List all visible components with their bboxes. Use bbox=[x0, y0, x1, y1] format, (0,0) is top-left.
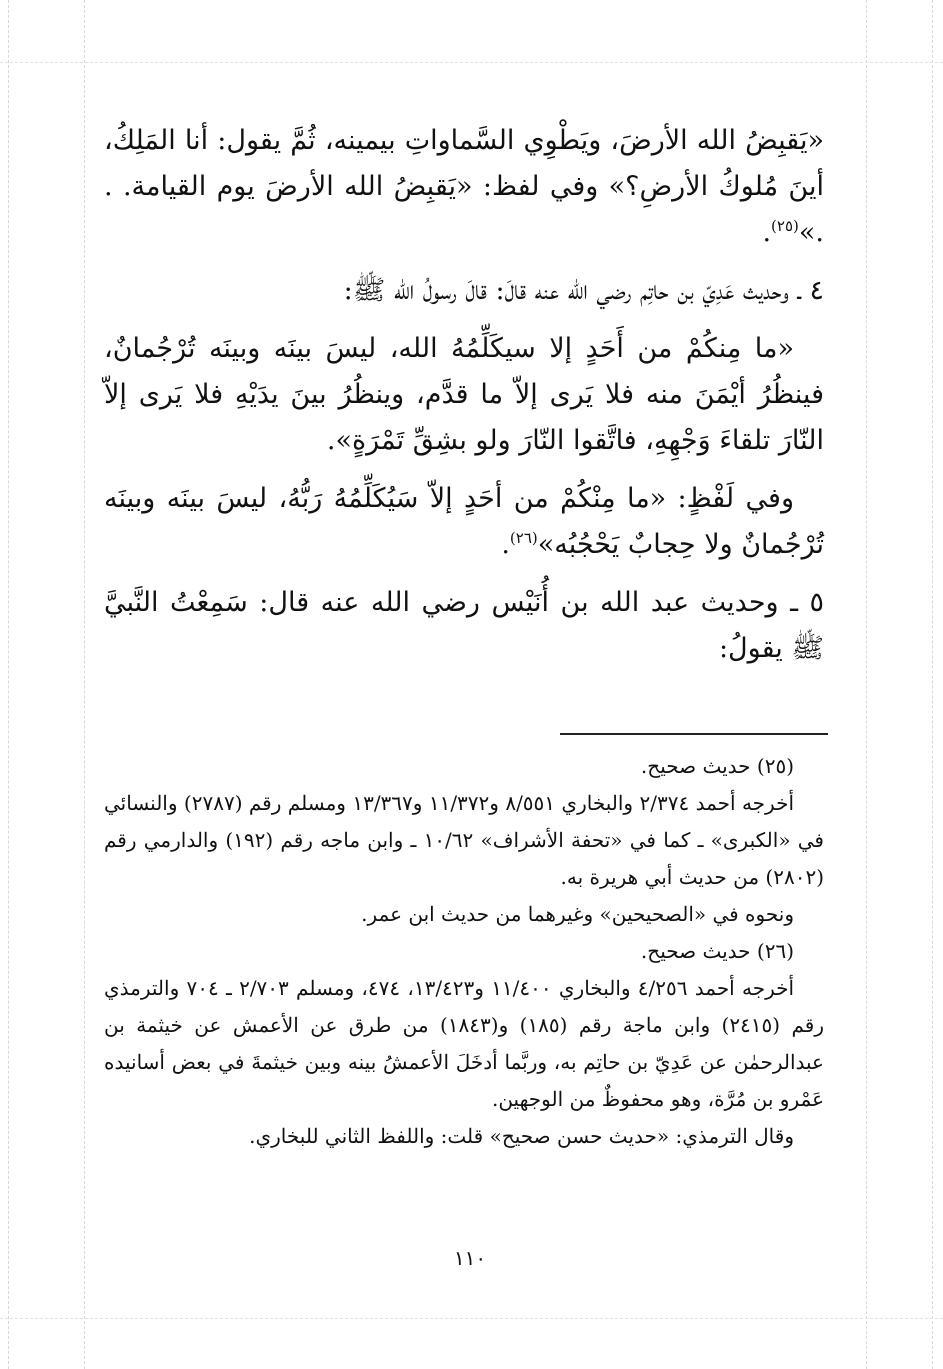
scan-guide-line bbox=[932, 0, 933, 1369]
footnote-divider bbox=[560, 733, 828, 735]
main-text bbox=[104, 118, 824, 684]
footnote-25-heading: (٢٥) حديث صحيح. bbox=[640, 754, 794, 778]
footnote-25-note: ونحوه في «الصحيحين» وغيرهما من حديث ابن عمر. bbox=[361, 902, 794, 926]
footnote-26-heading: (٢٦) حديث صحيح. bbox=[640, 939, 794, 963]
scan-guide-line bbox=[866, 0, 867, 1369]
paragraph-hadith-quote: «يَقبِضُ الله الأرضَ، ويَطْوِي السَّماواتِ بيمينه، ثُمَّ يقول: أنا المَلِكُ، أينَ مُلوكُ الأرضِ؟» وفي لفظ: «يَقبِضُ الله الأرضَ يوم القيامة. . .»$^{(٢٥)}$. bbox=[104, 125, 824, 248]
footnote-ref: (٢٥) bbox=[771, 217, 799, 235]
footnote-26-note: وقال الترمذي: «حديث حسن صحيح» قلت: واللفظ الثاني للبخاري. bbox=[249, 1124, 794, 1148]
scan-guide-line bbox=[8, 0, 9, 1369]
paragraph-alt-wording: وفي لَفْظٍ: «ما مِنْكُمْ من أحَدٍ إلاّ سَيُكَلِّمُهُ رَبُّهُ، ليسَ بينَه وبينَه تُرْجُمانٌ ولا حِجابٌ يَحْجُبُه»$^{(٢٦)}$. bbox=[104, 483, 824, 560]
footnote-25-body: أخرجه أحمد ٢/٣٧٤ والبخاري ٨/٥٥١ و١١/٣٧٢ و١٣/٣٦٧ ومسلم رقم (٢٧٨٧) والنسائي في «الكبرى» ـ كما في «تحفة الأشراف» ١٠/٦٢ ـ وابن ماجه رقم (١٩٢) والدارمي رقم (٢٨٠٢) من حديث أبي هريرة به. bbox=[104, 791, 824, 889]
paragraph-hadith-4-intro: ٤ ـ وحديث عَدِيّ بن حاتِم رضي الله عنه قالَ: قالَ رسولُ الله ﷺ: bbox=[343, 275, 824, 306]
page-number: ١١٠ bbox=[453, 1246, 487, 1270]
footnote-ref: (٢٦) bbox=[509, 529, 538, 547]
footnotes bbox=[104, 748, 824, 1155]
scan-guide-line bbox=[0, 1318, 943, 1319]
footnote-26-body: أخرجه أحمد ٤/٢٥٦ والبخاري ١١/٤٠٠ و١٣/٤٢٣، ٤٧٤، ومسلم ٢/٧٠٣ ـ ٧٠٤ والترمذي رقم (٢٤١٥) وابن ماجة رقم (١٨٥) و(١٨٤٣) من طرق عن الأعمش عن خيثمة بن عبدالرحمٰن عن عَدِيّ بن حاتِم به، وربَّما أدخَلَ الأعمشُ بينه وبين خيثمةَ في بعض أسانيده عَمْرو بن مُرَّة، وهو محفوظٌ من الوجهين. bbox=[104, 976, 825, 1111]
paragraph-hadith-4-quote: «ما مِنكُمْ من أَحَدٍ إلا سيكَلِّمُهُ الله، ليسَ بينَه وبينَه تُرْجُمانٌ، فينظُرُ أيْمَنَ منه فلا يَرى إلاّ ما قدَّم، وينظُرُ بينَ يدَيْهِ فلا يَرى إلاّ النّارَ تلقاءَ وَجْهِهِ، فاتَّقوا النّارَ ولو بشِقِّ تَمْرَةٍ». bbox=[104, 333, 824, 456]
scan-guide-line bbox=[0, 62, 943, 63]
scan-guide-line bbox=[84, 0, 85, 1369]
paragraph-hadith-5-intro: ٥ ـ وحديث عبد الله بن أُنَيْس رضي الله عنه قال: سَمِعْتُ النَّبيَّ ﷺ يقولُ: bbox=[104, 587, 824, 664]
